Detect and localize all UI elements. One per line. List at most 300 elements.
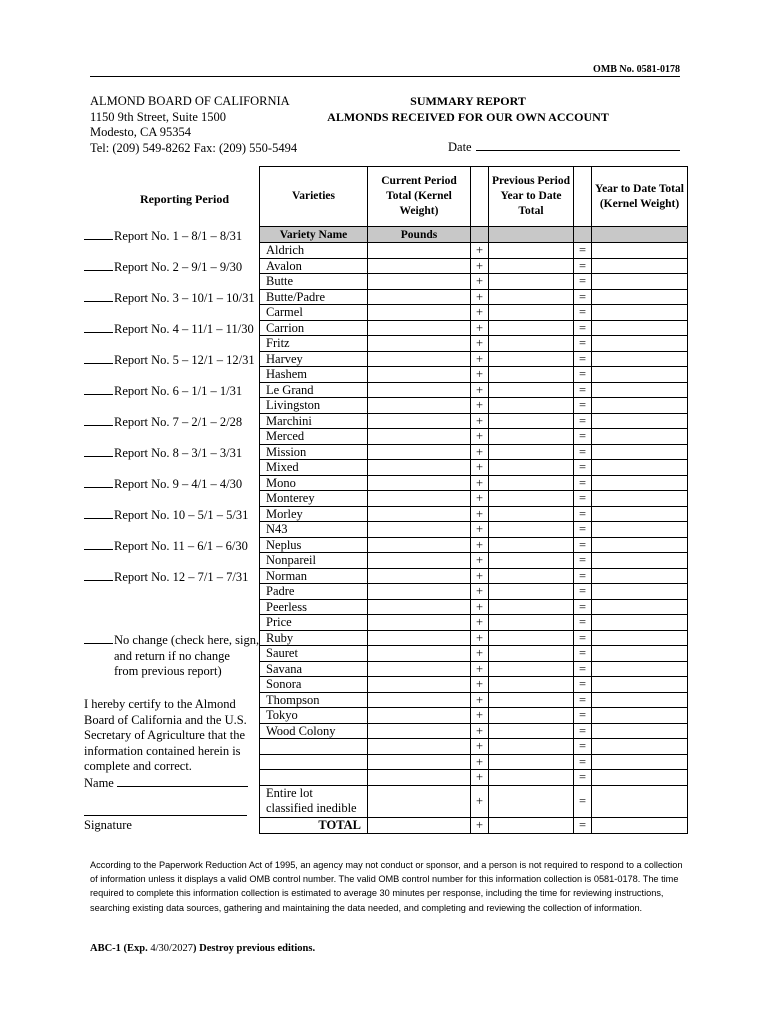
plus-sign: + (471, 723, 489, 739)
year-to-date-cell[interactable] (592, 739, 688, 755)
year-to-date-cell[interactable] (592, 599, 688, 615)
total-previous-cell[interactable] (489, 817, 574, 833)
variety-row (260, 289, 688, 305)
variety-row (260, 754, 688, 770)
current-period-cell[interactable] (368, 429, 471, 445)
current-period-cell[interactable] (368, 398, 471, 414)
year-to-date-cell[interactable] (592, 537, 688, 553)
report-checkbox-line[interactable] (84, 539, 113, 550)
previous-period-cell[interactable] (489, 258, 574, 274)
header-rule (90, 76, 680, 77)
variety-row (260, 460, 688, 476)
col-equals-spacer (574, 167, 592, 227)
equals-sign: = (574, 382, 592, 398)
variety-name: Sonora (260, 677, 368, 693)
total-current-cell[interactable] (368, 817, 471, 833)
current-period-cell[interactable] (368, 351, 471, 367)
plus-sign: + (471, 677, 489, 693)
current-period-cell[interactable] (368, 336, 471, 352)
year-to-date-cell[interactable] (592, 677, 688, 693)
plus-sign: + (471, 491, 489, 507)
plus-sign: + (471, 785, 489, 817)
current-period-cell[interactable] (368, 599, 471, 615)
plus-sign: + (471, 615, 489, 631)
equals-sign: = (574, 429, 592, 445)
previous-period-cell[interactable] (489, 460, 574, 476)
previous-period-cell[interactable] (489, 615, 574, 631)
report-label: Report No. 7 – 2/1 – 2/28 (114, 415, 243, 429)
previous-period-cell[interactable] (489, 243, 574, 259)
equals-sign: = (574, 475, 592, 491)
plus-sign: + (471, 429, 489, 445)
certification-text: I hereby certify to the Almond Board of California and the U.S. Secretary of Agriculture that the information contained herein is complete and correct. (84, 697, 247, 773)
equals-sign: = (574, 398, 592, 414)
variety-name: Norman (260, 568, 368, 584)
plus-sign: + (471, 305, 489, 321)
equals-sign: = (574, 646, 592, 662)
year-to-date-cell[interactable] (592, 692, 688, 708)
current-period-cell[interactable] (368, 739, 471, 755)
report-label: Report No. 10 – 5/1 – 5/31 (114, 508, 249, 522)
date-field[interactable] (448, 139, 680, 155)
previous-period-cell[interactable] (489, 661, 574, 677)
report-checkbox-line[interactable] (84, 570, 113, 581)
variety-row (260, 630, 688, 646)
current-period-cell[interactable] (368, 568, 471, 584)
previous-period-cell[interactable] (489, 739, 574, 755)
variety-row (260, 258, 688, 274)
year-to-date-cell[interactable] (592, 646, 688, 662)
no-change-option[interactable] (84, 633, 259, 680)
current-period-cell[interactable] (368, 615, 471, 631)
variety-row (260, 553, 688, 569)
inedible-ytd-cell[interactable] (592, 785, 688, 817)
previous-period-cell[interactable] (489, 382, 574, 398)
equals-sign: = (574, 785, 592, 817)
variety-name: Mission (260, 444, 368, 460)
equals-sign: = (574, 739, 592, 755)
variety-name: Tokyo (260, 708, 368, 724)
previous-period-cell[interactable] (489, 274, 574, 290)
equals-sign: = (574, 243, 592, 259)
previous-period-cell[interactable] (489, 692, 574, 708)
report-option[interactable] (84, 384, 242, 399)
report-checkbox-line[interactable] (84, 446, 113, 457)
current-period-cell[interactable] (368, 522, 471, 538)
sub-variety-name: Variety Name (260, 227, 368, 243)
report-label: Report No. 4 – 11/1 – 11/30 (114, 322, 254, 336)
plus-sign: + (471, 522, 489, 538)
report-option[interactable] (84, 322, 254, 337)
report-checkbox-line[interactable] (84, 508, 113, 519)
variety-name: Avalon (260, 258, 368, 274)
variety-row (260, 305, 688, 321)
signature-label: Signature (84, 818, 132, 832)
report-option[interactable] (84, 477, 242, 492)
current-period-cell[interactable] (368, 274, 471, 290)
previous-period-cell[interactable] (489, 723, 574, 739)
previous-period-cell[interactable] (489, 444, 574, 460)
plus-sign: + (471, 444, 489, 460)
variety-name: N43 (260, 522, 368, 538)
equals-sign: = (574, 491, 592, 507)
report-option[interactable] (84, 229, 242, 244)
equals-sign: = (574, 599, 592, 615)
variety-row (260, 475, 688, 491)
current-period-cell[interactable] (368, 677, 471, 693)
previous-period-cell[interactable] (489, 568, 574, 584)
equals-sign: = (574, 444, 592, 460)
variety-row (260, 351, 688, 367)
equals-sign: = (574, 305, 592, 321)
omb-number: OMB No. 0581-0178 (593, 64, 680, 75)
previous-period-cell[interactable] (489, 630, 574, 646)
variety-name: Wood Colony (260, 723, 368, 739)
equals-sign: = (574, 506, 592, 522)
report-option[interactable] (84, 415, 242, 430)
current-period-cell[interactable] (368, 708, 471, 724)
current-period-cell[interactable] (368, 537, 471, 553)
plus-sign: + (471, 630, 489, 646)
plus-sign: + (471, 739, 489, 755)
year-to-date-cell[interactable] (592, 258, 688, 274)
plus-sign: + (471, 537, 489, 553)
variety-name: Nonpareil (260, 553, 368, 569)
variety-name: Marchini (260, 413, 368, 429)
org-phone: Tel: (209) 549-8262 Fax: (209) 550-5494 (90, 140, 298, 155)
plus-sign: + (471, 274, 489, 290)
no-change-checkbox-line[interactable] (84, 633, 113, 644)
variety-row (260, 692, 688, 708)
equals-sign: = (574, 367, 592, 383)
equals-sign: = (574, 723, 592, 739)
previous-period-cell[interactable] (489, 413, 574, 429)
previous-period-cell[interactable] (489, 584, 574, 600)
variety-name: Le Grand (260, 382, 368, 398)
variety-name (260, 770, 368, 786)
previous-period-cell[interactable] (489, 708, 574, 724)
variety-rows (260, 243, 688, 786)
report-checkbox-line[interactable] (84, 322, 113, 333)
equals-sign: = (574, 289, 592, 305)
current-period-cell[interactable] (368, 367, 471, 383)
year-to-date-cell[interactable] (592, 336, 688, 352)
variety-name: Butte/Padre (260, 289, 368, 305)
plus-sign: + (471, 599, 489, 615)
inedible-row (260, 785, 688, 817)
plus-sign: + (471, 243, 489, 259)
date-label: Date (448, 140, 472, 154)
report-checkbox-line[interactable] (84, 477, 113, 488)
plus-sign: + (471, 584, 489, 600)
previous-period-cell[interactable] (489, 537, 574, 553)
variety-row (260, 661, 688, 677)
current-period-cell[interactable] (368, 305, 471, 321)
year-to-date-cell[interactable] (592, 367, 688, 383)
previous-period-cell[interactable] (489, 429, 574, 445)
report-option[interactable] (84, 570, 248, 585)
report-checkbox-line[interactable] (84, 260, 113, 271)
year-to-date-cell[interactable] (592, 754, 688, 770)
year-to-date-cell[interactable] (592, 444, 688, 460)
report-label: Report No. 6 – 1/1 – 1/31 (114, 384, 243, 398)
year-to-date-cell[interactable] (592, 568, 688, 584)
equals-sign: = (574, 413, 592, 429)
plus-sign: + (471, 367, 489, 383)
report-label: Report No. 8 – 3/1 – 3/31 (114, 446, 243, 460)
equals-sign: = (574, 708, 592, 724)
variety-row (260, 382, 688, 398)
report-label: Report No. 1 – 8/1 – 8/31 (114, 229, 243, 243)
equals-sign: = (574, 460, 592, 476)
year-to-date-cell[interactable] (592, 553, 688, 569)
variety-row (260, 677, 688, 693)
variety-row (260, 243, 688, 259)
org-street: 1150 9th Street, Suite 1500 (90, 109, 226, 124)
current-period-cell[interactable] (368, 584, 471, 600)
report-option[interactable] (84, 291, 255, 306)
current-period-cell[interactable] (368, 444, 471, 460)
current-period-cell[interactable] (368, 382, 471, 398)
org-name: ALMOND BOARD OF CALIFORNIA (90, 94, 290, 108)
report-label: Report No. 9 – 4/1 – 4/30 (114, 477, 243, 491)
current-period-cell[interactable] (368, 754, 471, 770)
previous-period-cell[interactable] (489, 351, 574, 367)
report-checkbox-line[interactable] (84, 229, 113, 240)
date-input-line[interactable] (476, 139, 680, 151)
plus-sign: + (471, 289, 489, 305)
org-city: Modesto, CA 95354 (90, 125, 192, 139)
title-line-2: ALMONDS RECEIVED FOR OUR OWN ACCOUNT (327, 109, 609, 124)
current-period-cell[interactable] (368, 460, 471, 476)
variety-name: Fritz (260, 336, 368, 352)
current-period-cell[interactable] (368, 661, 471, 677)
current-period-cell[interactable] (368, 475, 471, 491)
variety-row (260, 599, 688, 615)
variety-row (260, 522, 688, 538)
variety-name: Price (260, 615, 368, 631)
col-current-period: Current Period Total (Kernel Weight) (368, 167, 471, 227)
varieties-table (259, 166, 688, 834)
report-label: Report No. 2 – 9/1 – 9/30 (114, 260, 243, 274)
plus-sign: + (471, 506, 489, 522)
name-label: Name (84, 775, 114, 790)
variety-name: Peerless (260, 599, 368, 615)
year-to-date-cell[interactable] (592, 289, 688, 305)
current-period-cell[interactable] (368, 506, 471, 522)
variety-row (260, 367, 688, 383)
previous-period-cell[interactable] (489, 398, 574, 414)
equals-sign: = (574, 336, 592, 352)
report-checkbox-line[interactable] (84, 291, 113, 302)
variety-name: Monterey (260, 491, 368, 507)
total-ytd-cell[interactable] (592, 817, 688, 833)
equals-sign: = (574, 584, 592, 600)
variety-name: Harvey (260, 351, 368, 367)
variety-row (260, 413, 688, 429)
year-to-date-cell[interactable] (592, 351, 688, 367)
report-checkbox-line[interactable] (84, 415, 113, 426)
plus-sign: + (471, 398, 489, 414)
current-period-cell[interactable] (368, 258, 471, 274)
variety-name: Sauret (260, 646, 368, 662)
current-period-cell[interactable] (368, 289, 471, 305)
signature-line[interactable] (84, 815, 247, 816)
equals-sign: = (574, 320, 592, 336)
year-to-date-cell[interactable] (592, 630, 688, 646)
variety-row (260, 491, 688, 507)
plus-sign: + (471, 754, 489, 770)
total-row (260, 817, 688, 833)
current-period-cell[interactable] (368, 320, 471, 336)
report-option[interactable] (84, 446, 242, 461)
current-period-cell[interactable] (368, 243, 471, 259)
year-to-date-cell[interactable] (592, 398, 688, 414)
current-period-cell[interactable] (368, 553, 471, 569)
variety-name: Mono (260, 475, 368, 491)
no-change-label: No change (check here, sign, (114, 633, 260, 647)
year-to-date-cell[interactable] (592, 491, 688, 507)
year-to-date-cell[interactable] (592, 413, 688, 429)
variety-name: Merced (260, 429, 368, 445)
col-plus-spacer (471, 167, 489, 227)
year-to-date-cell[interactable] (592, 475, 688, 491)
variety-row (260, 429, 688, 445)
variety-name (260, 739, 368, 755)
plus-sign: + (471, 320, 489, 336)
variety-name: Butte (260, 274, 368, 290)
year-to-date-cell[interactable] (592, 770, 688, 786)
form-identifier: ABC-1 (Exp. 4/30/2027) Destroy previous editions. (90, 943, 316, 954)
year-to-date-cell[interactable] (592, 723, 688, 739)
name-input-line[interactable] (117, 775, 248, 787)
variety-row (260, 568, 688, 584)
current-period-cell[interactable] (368, 723, 471, 739)
year-to-date-cell[interactable] (592, 460, 688, 476)
previous-period-cell[interactable] (489, 491, 574, 507)
previous-period-cell[interactable] (489, 506, 574, 522)
report-option[interactable] (84, 539, 248, 554)
col-year-to-date: Year to Date Total (Kernel Weight) (592, 167, 688, 227)
variety-name: Morley (260, 506, 368, 522)
year-to-date-cell[interactable] (592, 320, 688, 336)
report-label: Report No. 5 – 12/1 – 12/31 (114, 353, 255, 367)
variety-row (260, 506, 688, 522)
equals-sign: = (574, 351, 592, 367)
year-to-date-cell[interactable] (592, 615, 688, 631)
plus-sign: + (471, 770, 489, 786)
variety-name: Carmel (260, 305, 368, 321)
year-to-date-cell[interactable] (592, 243, 688, 259)
year-to-date-cell[interactable] (592, 661, 688, 677)
variety-row (260, 537, 688, 553)
equals-sign: = (574, 754, 592, 770)
variety-name: Hashem (260, 367, 368, 383)
current-period-cell[interactable] (368, 413, 471, 429)
plus-sign: + (471, 646, 489, 662)
year-to-date-cell[interactable] (592, 429, 688, 445)
year-to-date-cell[interactable] (592, 506, 688, 522)
year-to-date-cell[interactable] (592, 382, 688, 398)
equals-sign: = (574, 770, 592, 786)
name-field[interactable] (84, 775, 264, 792)
previous-period-cell[interactable] (489, 646, 574, 662)
equals-sign: = (574, 692, 592, 708)
previous-period-cell[interactable] (489, 289, 574, 305)
equals-sign: = (574, 630, 592, 646)
paperwork-notice: According to the Paperwork Reduction Act of 1995, an agency may not conduct or sponsor, and a person is not required to respond to a collection of information unless it displays a valid OMB control number. The valid OMB control number for this information collection is 0581-0178. The time required to complete this information collection is estimated to average 30 minutes per response, including the time for reviewing instructions, searching existing data sources, gathering and maintaining the data needed, and completing and reviewing the collection of information. (90, 860, 683, 913)
year-to-date-cell[interactable] (592, 305, 688, 321)
previous-period-cell[interactable] (489, 677, 574, 693)
equals-sign: = (574, 568, 592, 584)
previous-period-cell[interactable] (489, 770, 574, 786)
current-period-cell[interactable] (368, 770, 471, 786)
variety-row (260, 739, 688, 755)
plus-sign: + (471, 258, 489, 274)
previous-period-cell[interactable] (489, 305, 574, 321)
plus-sign: + (471, 692, 489, 708)
year-to-date-cell[interactable] (592, 274, 688, 290)
current-period-cell[interactable] (368, 630, 471, 646)
col-previous-period: Previous Period Year to Date Total (489, 167, 574, 227)
previous-period-cell[interactable] (489, 754, 574, 770)
report-checkbox-line[interactable] (84, 384, 113, 395)
current-period-cell[interactable] (368, 491, 471, 507)
report-checkbox-line[interactable] (84, 353, 113, 364)
no-change-label-2: and return if no change (114, 648, 230, 663)
report-label: Report No. 11 – 6/1 – 6/30 (114, 539, 248, 553)
year-to-date-cell[interactable] (592, 708, 688, 724)
variety-name: Aldrich (260, 243, 368, 259)
reporting-period-heading: Reporting Period (140, 192, 229, 206)
previous-period-cell[interactable] (489, 599, 574, 615)
previous-period-cell[interactable] (489, 367, 574, 383)
equals-sign: = (574, 553, 592, 569)
report-option[interactable] (84, 260, 242, 275)
previous-period-cell[interactable] (489, 553, 574, 569)
year-to-date-cell[interactable] (592, 584, 688, 600)
organization-address (90, 94, 297, 156)
plus-sign: + (471, 553, 489, 569)
variety-name: Mixed (260, 460, 368, 476)
variety-name: Thompson (260, 692, 368, 708)
variety-name: Neplus (260, 537, 368, 553)
certification (84, 697, 264, 791)
previous-period-cell[interactable] (489, 336, 574, 352)
variety-name: Carrion (260, 320, 368, 336)
current-period-cell[interactable] (368, 692, 471, 708)
current-period-cell[interactable] (368, 646, 471, 662)
inedible-previous-cell[interactable] (489, 785, 574, 817)
previous-period-cell[interactable] (489, 320, 574, 336)
equals-sign: = (574, 677, 592, 693)
year-to-date-cell[interactable] (592, 522, 688, 538)
variety-name: Livingston (260, 398, 368, 414)
variety-name (260, 754, 368, 770)
plus-sign: + (471, 382, 489, 398)
equals-sign: = (574, 817, 592, 833)
report-option[interactable] (84, 508, 248, 523)
inedible-current-cell[interactable] (368, 785, 471, 817)
plus-sign: + (471, 413, 489, 429)
report-option[interactable] (84, 353, 255, 368)
previous-period-cell[interactable] (489, 475, 574, 491)
inedible-label: Entire lot classified inedible (260, 785, 368, 817)
variety-row (260, 320, 688, 336)
equals-sign: = (574, 661, 592, 677)
variety-row (260, 615, 688, 631)
previous-period-cell[interactable] (489, 522, 574, 538)
